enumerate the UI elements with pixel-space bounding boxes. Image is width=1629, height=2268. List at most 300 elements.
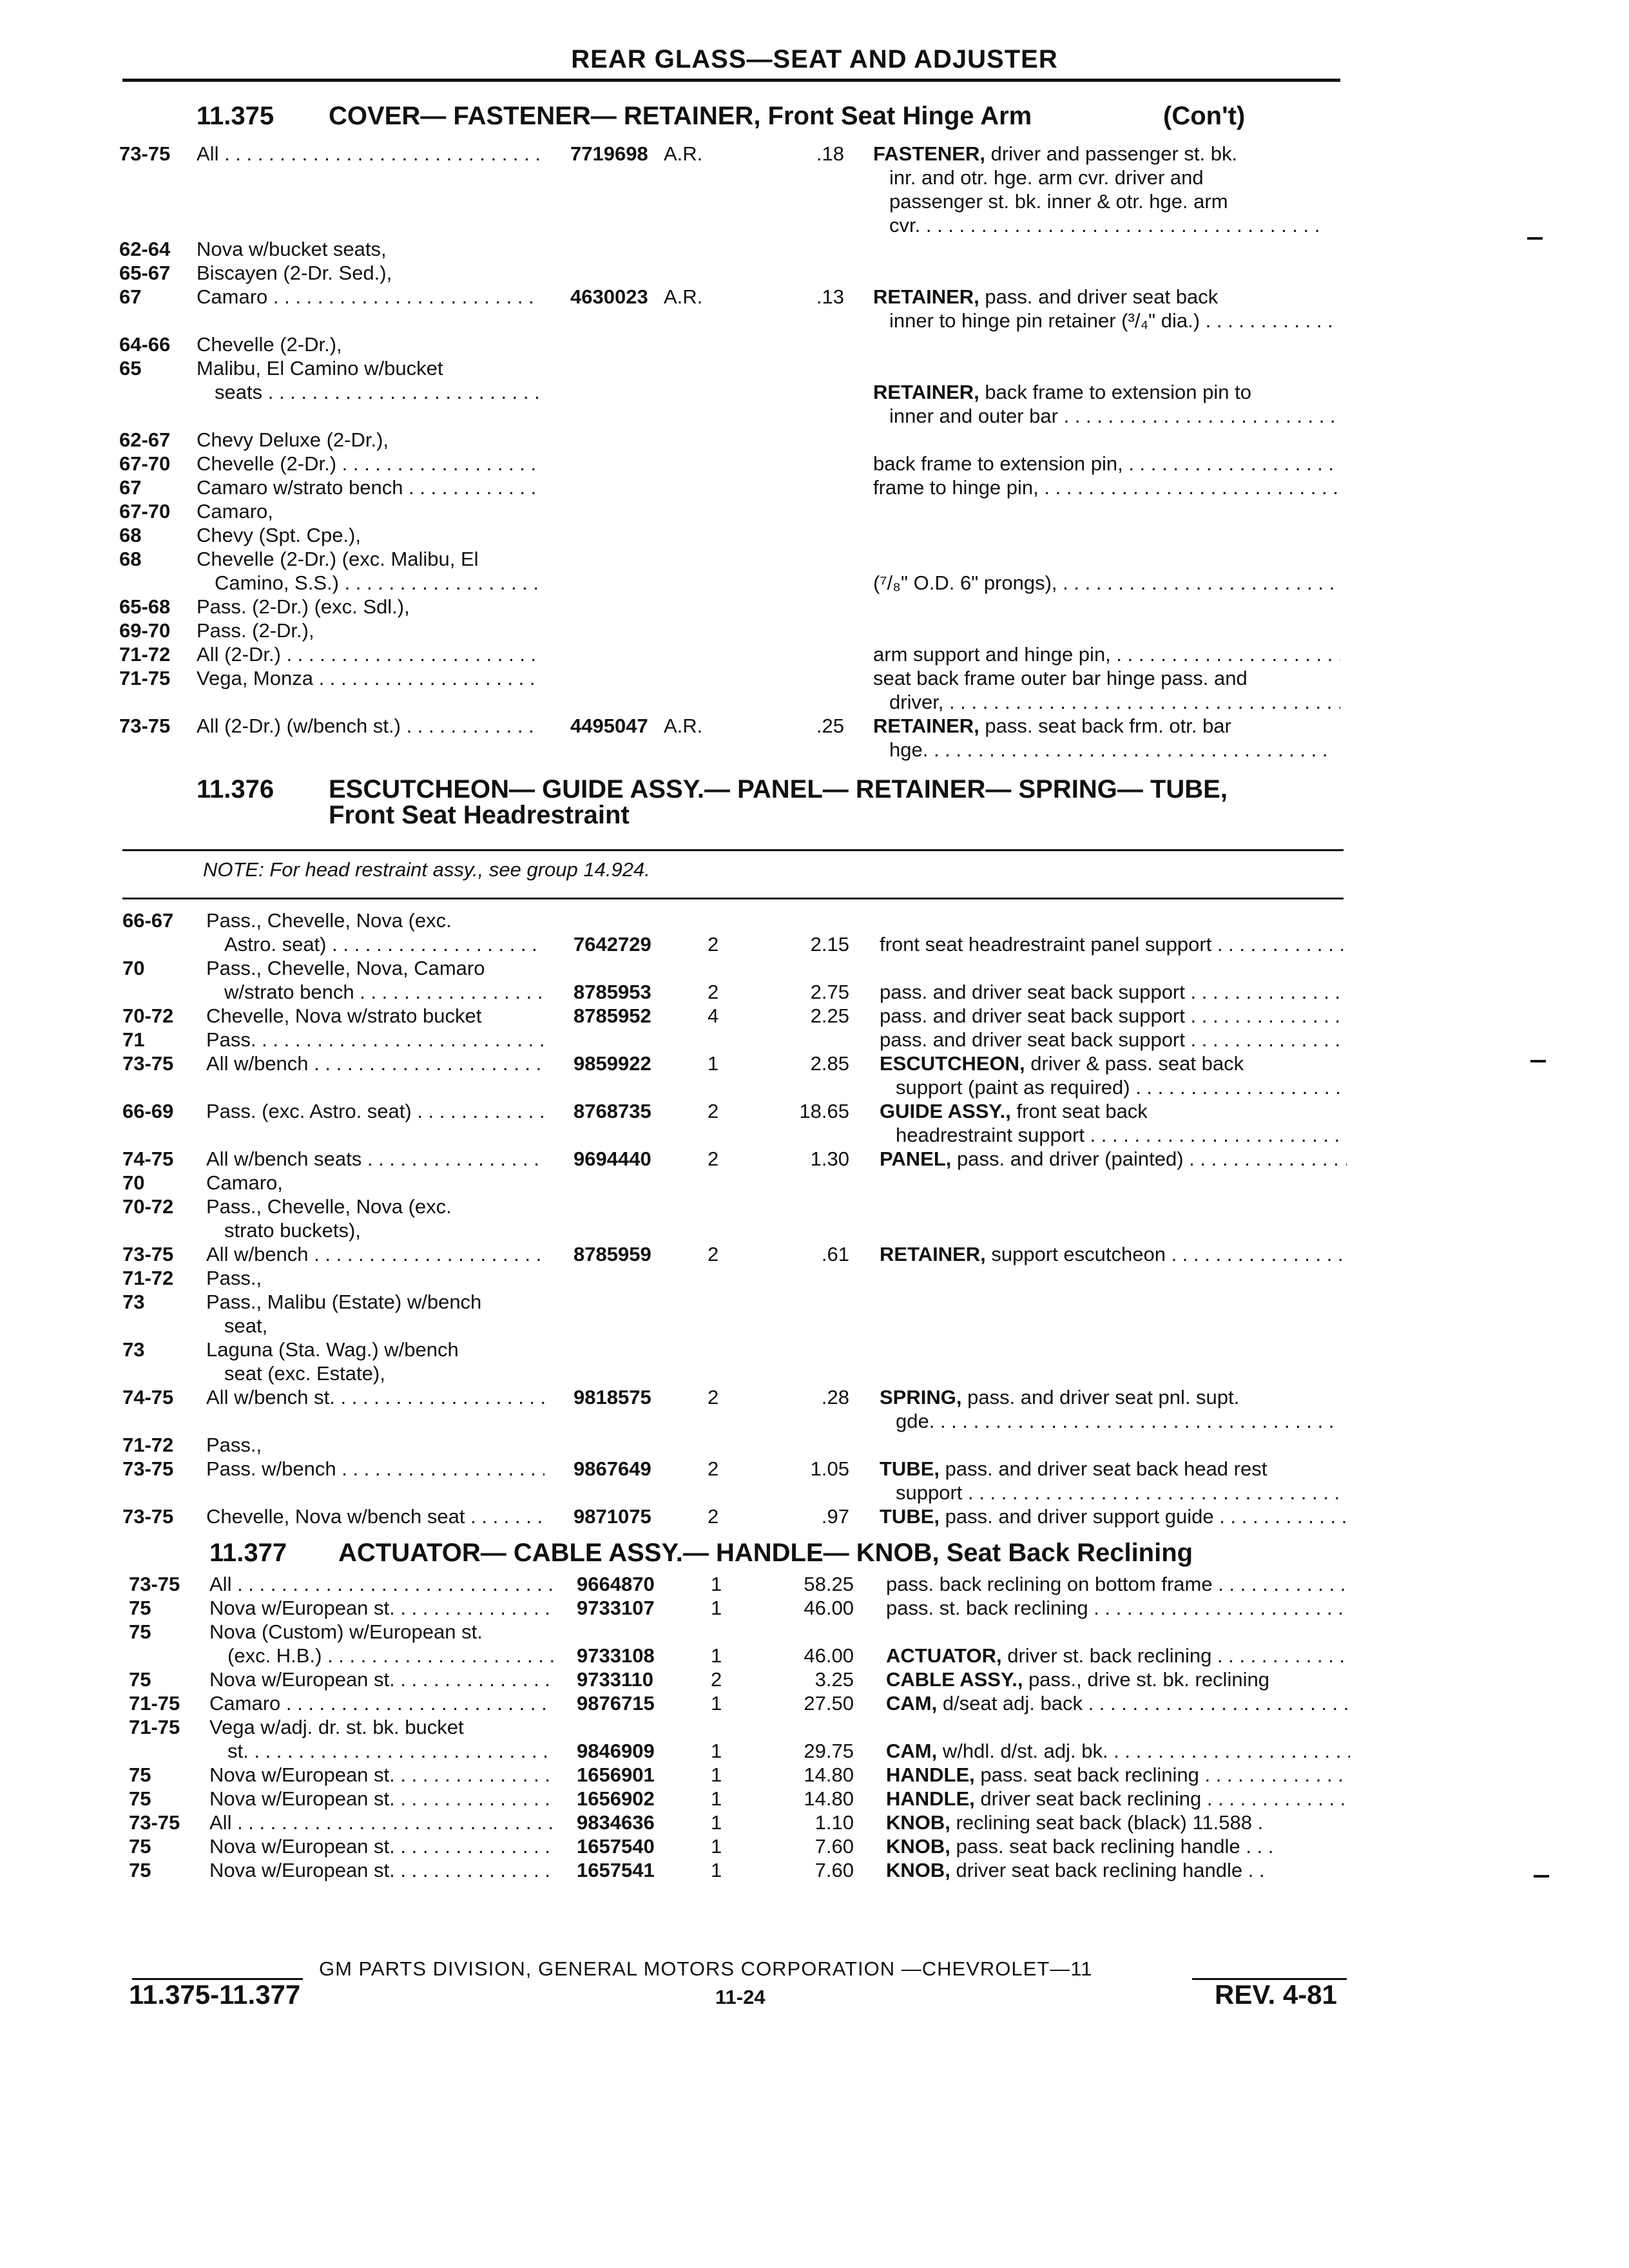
section-title-line2: Front Seat Headrestraint [329,801,630,829]
part-detail: driver and passenger st. bk. [985,142,1238,165]
model-description: Camaro w/strato bench . . . [197,476,541,499]
year-range: 71-75 [129,1716,180,1738]
part-description [886,1644,1350,1667]
quantity: 1 [711,1740,722,1762]
part-description [873,666,1340,690]
table-row [0,1644,1629,1667]
year-range: 67 [119,476,142,499]
margin-tick [1534,1875,1549,1878]
year-range: 74-75 [122,1148,174,1170]
part-number: 4495047 [570,715,648,737]
section-continued: (Con't) [1163,102,1246,130]
year-range: 75 [129,1668,151,1691]
model-description: Nova w/European st. . . . [209,1787,554,1811]
model-description: Nova w/European st. . . . [209,1834,554,1858]
section-11377-header [209,1540,1369,1568]
part-number: 9871075 [574,1505,651,1528]
year-range: 75 [129,1859,151,1881]
model-description: Chevelle (2-Dr.), [197,333,342,356]
table-row [0,595,1629,619]
model-description: w/strato bench . . . [224,980,545,1004]
model-description: st. . . . [227,1739,554,1763]
table-row [0,980,1629,1004]
table-row [0,356,1629,380]
table-row [0,1596,1629,1620]
part-detail: pass. and driver seat back support [880,1028,1185,1051]
footer-range: 11.375-11.377 [129,1979,301,2010]
year-range: 73-75 [122,1457,174,1480]
part-description [873,476,1340,499]
section-number: 11.376 [197,775,275,803]
quantity-as-required: A.R. [664,715,703,737]
year-range: 71 [122,1028,145,1051]
part-description [873,571,1340,595]
table-row [0,956,1629,980]
year-range: 71-72 [122,1267,174,1289]
year-range: 71-75 [129,1692,180,1715]
part-description [873,452,1340,476]
part-description [896,1075,1347,1099]
price: 14.80 [804,1763,854,1786]
model-description: Pass. . . . [206,1028,545,1052]
part-name: HANDLE, [886,1763,975,1786]
table-row [0,499,1629,523]
quantity: 1 [708,1052,719,1075]
table-row [0,261,1629,285]
model-description: Astro. seat) . . . [224,932,545,956]
part-detail: pass. and driver (painted) [951,1148,1184,1170]
part-description [886,1596,1350,1620]
price: 29.75 [804,1740,854,1762]
model-description: seat (exc. Estate), [224,1362,385,1385]
model-description: Nova w/bucket seats, [197,238,387,260]
year-range: 73 [122,1291,145,1313]
model-description: Pass., [206,1267,262,1289]
year-range: 75 [129,1763,151,1786]
part-detail: pass. and driver seat back support [880,981,1185,1003]
part-detail: driver seat back reclining [974,1787,1202,1810]
model-description: Nova w/European st. . . . [209,1763,554,1787]
model-description: Chevelle, Nova w/strato bucket [206,1004,482,1027]
model-description: Biscayen (2-Dr. Sed.), [197,262,392,284]
part-detail: pass. and driver seat back head rest [940,1457,1268,1480]
year-range: 68 [119,524,142,546]
part-name: KNOB, [886,1835,950,1858]
year-range: 75 [129,1835,151,1858]
part-detail: support [896,1481,963,1504]
year-range: 67-70 [119,452,171,475]
page-title: REAR GLASS—SEAT AND ADJUSTER [571,45,1058,73]
quantity: 2 [708,1386,719,1408]
year-range: 74-75 [122,1386,174,1408]
price: 1.30 [810,1148,849,1170]
part-description [896,1409,1347,1433]
part-description [880,1457,1347,1481]
price: 2.75 [810,981,849,1003]
part-detail: back frame to extension pin to [979,381,1251,403]
quantity: 2 [711,1668,722,1691]
part-number: 9694440 [574,1148,651,1170]
part-number: 1656901 [577,1763,655,1786]
part-number: 7642729 [574,933,651,956]
table-row [0,237,1629,261]
year-range: 62-64 [119,238,171,260]
section-title: ACTUATOR— CABLE ASSY.— HANDLE— KNOB, Seat Back Reclining [338,1539,1193,1567]
part-number: 9834636 [577,1811,655,1834]
model-description: Chevelle (2-Dr.) (exc. Malibu, El [197,548,479,570]
quantity: 2 [708,1243,719,1265]
section-number: 11.377 [209,1539,287,1567]
margin-tick [1530,1060,1546,1062]
table-row [0,142,1629,166]
model-description: Pass., [206,1434,262,1456]
part-detail: support (paint as required) [896,1076,1130,1099]
model-description: Pass. w/bench . . . [206,1457,545,1481]
part-description [886,1667,1350,1691]
part-description [896,1481,1347,1504]
price: 3.25 [815,1668,854,1691]
model-description: Nova w/European st. . . . [209,1858,554,1882]
table-row [0,1811,1629,1834]
part-description [889,213,1340,237]
part-detail: frame to hinge pin, [873,476,1039,499]
part-detail: pass. and driver seat back support [880,1004,1185,1027]
part-name: KNOB, [886,1811,950,1834]
quantity: 1 [711,1811,722,1834]
year-range: 64-66 [119,333,171,356]
year-range: 62-67 [119,428,171,451]
table-row [0,1715,1629,1739]
year-range: 70-72 [122,1195,174,1218]
quantity: 1 [711,1644,722,1667]
table-row [0,1242,1629,1266]
part-name: RETAINER, [873,381,979,403]
part-number: 7719698 [570,142,648,165]
year-range: 70-72 [122,1004,174,1027]
price: 7.60 [815,1835,854,1858]
model-description: Pass. (2-Dr.) (exc. Sdl.), [197,595,410,618]
part-detail: passenger st. bk. inner & otr. hge. arm [889,190,1228,213]
title-rule [122,79,1340,82]
model-description: All . . . [209,1811,554,1834]
part-detail: pass. st. back reclining [886,1597,1088,1619]
part-name: TUBE, [880,1505,940,1528]
table-row [0,1195,1629,1218]
part-detail: w/hdl. d/st. adj. bk. [937,1740,1108,1762]
price: .97 [821,1505,849,1528]
part-number: 1657541 [577,1859,655,1881]
price: 2.85 [810,1052,849,1075]
part-description [880,1504,1347,1528]
table-row [0,309,1629,332]
part-number: 1656902 [577,1787,655,1810]
year-range: 67-70 [119,500,171,523]
model-description: Laguna (Sta. Wag.) w/bench [206,1338,459,1361]
table-row [0,476,1629,499]
part-detail: gde. [896,1410,935,1432]
table-row [0,1004,1629,1028]
year-range: 66-69 [122,1100,174,1122]
table-row [0,1385,1629,1409]
table-row [0,1504,1629,1528]
quantity: 1 [711,1787,722,1810]
table-row [0,189,1629,213]
part-name: SPRING, [880,1386,962,1408]
section-title: COVER— FASTENER— RETAINER, Front Seat Hinge Arm [329,102,1032,130]
year-range: 75 [129,1597,151,1619]
model-description: Camaro . . . [209,1691,554,1715]
margin-tick [1527,237,1543,240]
price: 46.00 [804,1644,854,1667]
table-row [0,1787,1629,1811]
part-detail: front seat headrestraint panel support [880,933,1212,956]
part-description [896,1123,1347,1147]
part-description [886,1811,1350,1834]
part-description [886,1763,1350,1787]
model-description: All w/bench . . . [206,1052,545,1075]
table-row [0,690,1629,714]
price: 1.10 [815,1811,854,1834]
model-description: seat, [224,1314,268,1337]
table-row [0,452,1629,476]
table-row [0,1075,1629,1099]
price: 2.15 [810,933,849,956]
part-description [880,1147,1347,1171]
section-11375-header [197,103,1292,131]
quantity-as-required: A.R. [664,285,703,308]
model-description: Chevelle (2-Dr.) . . . [197,452,541,476]
table-row [0,619,1629,642]
part-description [889,189,1340,213]
part-detail: (⁷/₈" O.D. 6" prongs), [873,572,1057,594]
year-range: 73-75 [119,142,171,165]
model-description: Chevy Deluxe (2-Dr.), [197,428,389,451]
price: .13 [816,285,844,308]
part-name: CAM, [886,1692,938,1715]
part-detail: pass. seat back reclining handle . . . [950,1835,1274,1858]
part-detail: pass., drive st. bk. reclining [1023,1668,1269,1691]
year-range: 75 [129,1620,151,1643]
part-number: 8785959 [574,1243,651,1265]
part-description [886,1834,1350,1858]
part-description [886,1691,1350,1715]
table-row [0,1667,1629,1691]
quantity: 1 [711,1763,722,1786]
year-range: 70 [122,957,145,979]
part-description [880,1028,1347,1052]
model-description: (exc. H.B.) . . . [227,1644,554,1667]
price: .28 [821,1386,849,1408]
part-name: GUIDE ASSY., [880,1100,1011,1122]
part-name: KNOB, [886,1859,950,1881]
table-row [0,1314,1629,1338]
part-description [886,1739,1350,1763]
table-row [0,1099,1629,1123]
part-name: ESCUTCHEON, [880,1052,1025,1075]
part-detail: inner to hinge pin retainer (³/₄" dia.) [889,309,1200,332]
part-name: CAM, [886,1740,938,1762]
model-description: Vega w/adj. dr. st. bk. bucket [209,1716,464,1738]
table-row [0,404,1629,428]
price: 18.65 [799,1100,849,1122]
part-detail: front seat back [1010,1100,1148,1122]
year-range: 69-70 [119,619,171,642]
part-detail: pass. back reclining on bottom frame [886,1573,1213,1595]
part-description [889,690,1340,714]
year-range: 73-75 [129,1811,180,1834]
year-range: 65-68 [119,595,171,618]
year-range: 71-72 [122,1434,174,1456]
part-name: RETAINER, [880,1243,986,1265]
table-row [0,380,1629,404]
part-description [873,142,1340,166]
part-name: ACTUATOR, [886,1644,1002,1667]
part-detail: pass. and driver seat back [979,285,1219,308]
model-description: All . . . [209,1572,554,1596]
note-rule-top [122,849,1344,851]
part-detail: hge. [889,738,929,761]
model-description: Vega, Monza . . . [197,666,541,690]
model-description: strato buckets), [224,1219,361,1242]
table-row [0,1338,1629,1361]
part-detail: arm support and hinge pin, [873,643,1111,666]
part-description [886,1858,1350,1882]
model-description: Chevy (Spt. Cpe.), [197,524,361,546]
table-row [0,1052,1629,1075]
year-range: 73-75 [122,1505,174,1528]
part-detail: pass. seat back frm. otr. bar [979,715,1231,737]
table-row [0,523,1629,547]
quantity: 1 [711,1573,722,1595]
part-name: RETAINER, [873,715,979,737]
part-description [880,980,1347,1004]
table-row [0,166,1629,189]
table-row [0,285,1629,309]
year-range: 73-75 [122,1243,174,1265]
model-description: Pass., Chevelle, Nova, Camaro [206,957,485,979]
section-title: ESCUTCHEON— GUIDE ASSY.— PANEL— RETAINER— SPRING— TUBE, [329,775,1228,803]
model-description: seats . . . [215,380,541,404]
year-range: 71-75 [119,667,171,689]
part-detail: driver st. back reclining [1001,1644,1212,1667]
part-name: TUBE, [880,1457,940,1480]
quantity: 2 [708,933,719,956]
quantity: 1 [711,1835,722,1858]
part-description [873,714,1340,738]
price: 27.50 [804,1692,854,1715]
model-description: Pass. (exc. Astro. seat) . . . [206,1099,545,1123]
part-detail: inr. and otr. hge. arm cvr. driver and [889,166,1204,189]
table-row [0,213,1629,237]
table-row [0,1171,1629,1195]
price: .25 [816,715,844,737]
table-row [0,1481,1629,1504]
model-description: Camaro . . . [197,285,541,309]
table-row [0,908,1629,932]
part-name: PANEL, [880,1148,952,1170]
table-row [0,571,1629,595]
quantity-as-required: A.R. [664,142,703,165]
part-detail: pass. and driver support guide [940,1505,1214,1528]
part-description [886,1787,1350,1811]
year-range: 65 [119,357,142,380]
part-detail: driver, [889,691,944,713]
price: .61 [821,1243,849,1265]
model-description: All (2-Dr.) . . . [197,642,541,666]
part-number: 1657540 [577,1835,655,1858]
table-row [0,1620,1629,1644]
table-row [0,1572,1629,1596]
part-description [880,932,1347,956]
model-description: Nova w/European st. . . . [209,1667,554,1691]
table-row [0,1409,1629,1433]
part-detail: pass. seat back reclining [974,1763,1199,1786]
table-row [0,666,1629,690]
model-description: Camino, S.S.) . . . [215,571,541,595]
part-detail: back frame to extension pin, [873,452,1123,475]
year-range: 66-67 [122,909,174,932]
part-number: 4630023 [570,285,648,308]
table-row [0,428,1629,452]
part-number: 9876715 [577,1692,655,1715]
part-detail: pass. and driver seat pnl. supt. [961,1386,1240,1408]
table-row [0,738,1629,762]
price: 14.80 [804,1787,854,1810]
part-number: 8785952 [574,1004,651,1027]
part-name: HANDLE, [886,1787,975,1810]
part-detail: inner and outer bar [889,405,1058,427]
part-detail: reclining seat back (black) 11.588 . [950,1811,1264,1834]
part-number: 9859922 [574,1052,651,1075]
part-number: 8768735 [574,1100,651,1122]
table-row [0,1433,1629,1457]
price: 58.25 [804,1573,854,1595]
section-note: NOTE: For head restraint assy., see group 14.924. [203,858,650,881]
model-description: Chevelle, Nova w/bench seat . . . [206,1504,545,1528]
part-name: RETAINER, [873,285,979,308]
table-row [0,547,1629,571]
price: 1.05 [810,1457,849,1480]
section-11376-header [197,776,1356,831]
part-detail: d/seat adj. back [937,1692,1083,1715]
table-row [0,1457,1629,1481]
part-description [889,404,1340,428]
part-number: 9818575 [574,1386,651,1408]
table-row [0,1834,1629,1858]
table-row [0,1028,1629,1052]
model-description: Malibu, El Camino w/bucket [197,357,443,380]
quantity: 1 [711,1859,722,1881]
model-description: Pass. (2-Dr.), [197,619,314,642]
model-description: Pass., Malibu (Estate) w/bench [206,1291,482,1313]
part-description [873,380,1340,404]
part-description [880,1004,1347,1028]
part-detail: driver seat back reclining handle . . [950,1859,1265,1881]
part-description [880,1052,1347,1075]
part-number: 9664870 [577,1573,655,1595]
price: 2.25 [810,1004,849,1027]
year-range: 65-67 [119,262,171,284]
part-description [873,285,1340,309]
part-description [880,1099,1347,1123]
table-row [0,1290,1629,1314]
quantity: 1 [711,1692,722,1715]
part-description [886,1572,1350,1596]
part-number: 9733108 [577,1644,655,1667]
year-range: 67 [119,285,142,308]
footer-page-number: 11-24 [715,1986,766,2008]
part-name: CABLE ASSY., [886,1668,1023,1691]
